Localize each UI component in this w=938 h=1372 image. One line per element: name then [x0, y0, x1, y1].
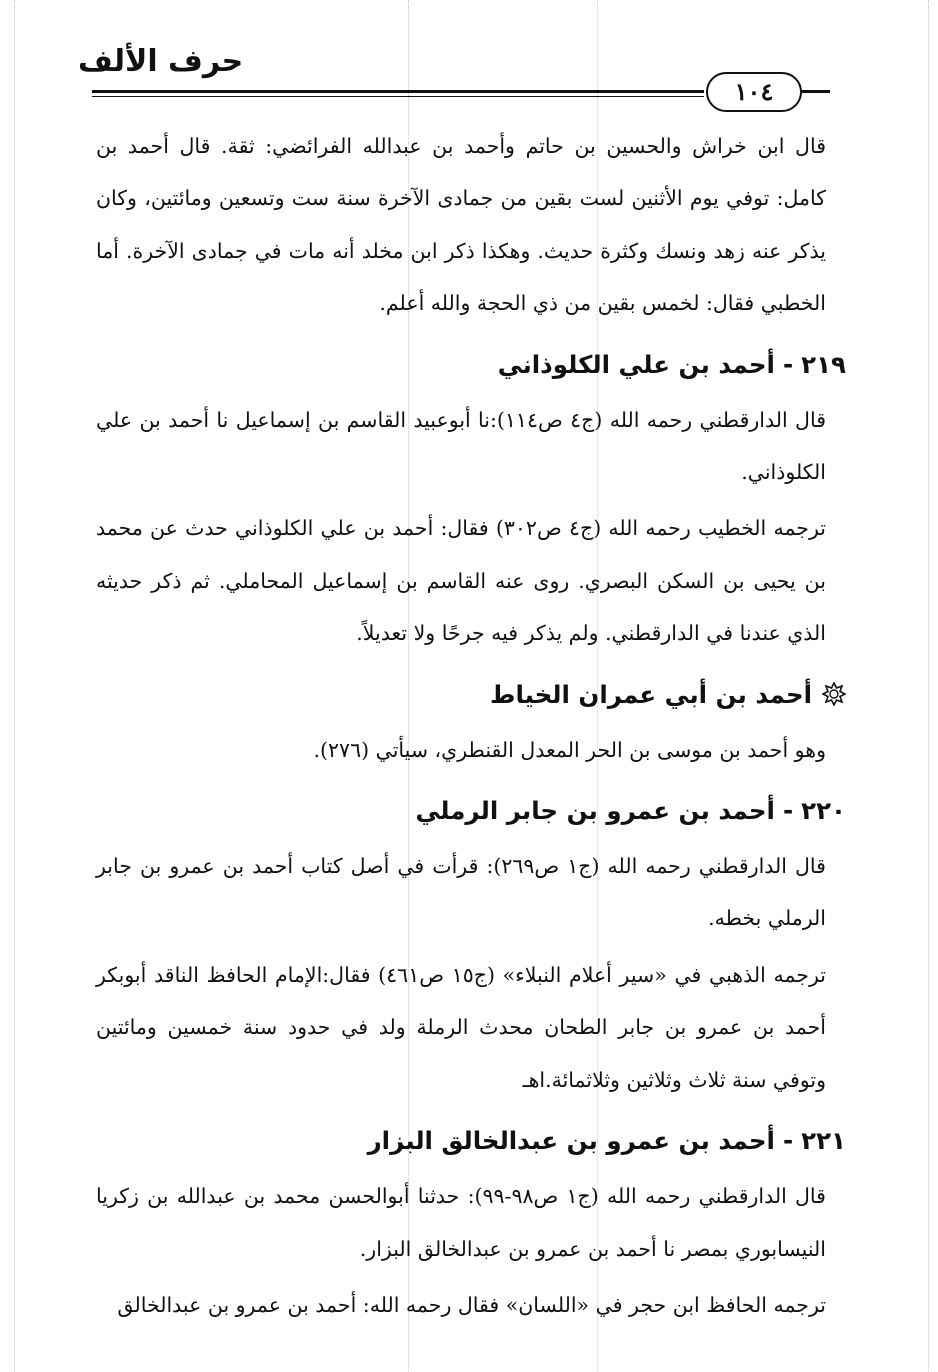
- entry-dash: -: [782, 1126, 794, 1156]
- entry-title: أحمد بن علي الكلوذاني: [497, 349, 775, 379]
- paragraph: قال الدارقطني رحمه الله (ج٤ ص١١٤):نا أبوعبيد القاسم بن إسماعيل نا أحمد بن علي الكلوذاني.: [96, 407, 826, 485]
- paragraph: قال الدارقطني رحمه الله (ج١ ص٩٨-٩٩): حدثنا أبوالحسن محمد بن عبدالله بن زكريا النيسابوري بمصر نا أحمد بن عمرو بن عبدالخالق البزار.: [96, 1184, 826, 1261]
- header-rule-thin: [92, 96, 704, 97]
- paragraph: ترجمه الذهبي في «سير أعلام النبلاء» (ج١٥ ص٤٦١) فقال:الإمام الحافظ الناقد أبوبكر أحمد بن عمرو بن جابر الطحان محدث الرملة ولد في حدود سنة خمسين ومائتين وتوفي سنة ثلاث وثلاثين وثلاثمائة.اهـ: [96, 962, 827, 1092]
- paragraph: ترجمه الخطيب رحمه الله (ج٤ ص٣٠٢) فقال: أحمد بن علي الكلوذاني حدث عن محمد بن يحيى بن السكن البصري. روى عنه القاسم بن إسماعيل المحاملي. ثم ذكر حديثه الذي عندنا في الدارقطني. ولم يذكر فيه جرحًا ولا تعديلاً.: [96, 516, 826, 646]
- cross-reference-title: أحمد بن أبي عمران الخياط: [490, 679, 812, 709]
- entry-number: ٢١٩: [801, 349, 846, 379]
- entry-number: ٢٢٠: [801, 796, 846, 826]
- page-number: ١٠٤: [706, 72, 802, 112]
- entry-heading: [96, 336, 846, 394]
- entry-number: ٢٢١: [801, 1126, 846, 1156]
- cross-reference-heading: [96, 666, 846, 724]
- paragraph: ترجمه الحافظ ابن حجر في «اللسان» فقال رحمه الله: أحمد بن عمرو بن عبدالخالق: [117, 1292, 826, 1317]
- entry-title: أحمد بن عمرو بن جابر الرملي: [415, 796, 775, 826]
- scan-guide-line: [14, 0, 15, 1372]
- entry-dash: -: [782, 349, 794, 379]
- header-rule: [92, 90, 704, 93]
- paragraph: وهو أحمد بن موسى بن الحر المعدل القنطري، سيأتي (٢٧٦).: [313, 737, 826, 762]
- page-body: [96, 120, 846, 1331]
- entry-heading: [96, 1112, 846, 1170]
- paragraph: قال الدارقطني رحمه الله (ج١ ص٢٦٩): قرأت في أصل كتاب أحمد بن عمرو بن جابر الرملي بخطه.: [96, 854, 826, 931]
- entry-dash: -: [782, 796, 794, 826]
- entry-heading: [96, 782, 846, 840]
- ornament-star-icon: [822, 682, 846, 706]
- scan-guide-line: [928, 0, 929, 1372]
- paragraph: قال ابن خراش والحسين بن حاتم وأحمد بن عبدالله الفرائضي: ثقة. قال أحمد بن كامل: توفي يوم الأثنين لست بقين من جمادى الآخرة سنة ست وتسعين ومائتين، وكان يذكر عنه زهد ونسك وكثرة حديث. وهكذا ذكر ابن مخلد أنه مات في جمادى الآخرة. أما الخطبي فقال: لخمس بقين من ذي الحجة والله أعلم.: [96, 134, 826, 316]
- entry-title: أحمد بن عمرو بن عبدالخالق البزار: [367, 1126, 775, 1156]
- chapter-title: حرف الألف: [78, 44, 244, 79]
- header-rule-right: [800, 90, 830, 93]
